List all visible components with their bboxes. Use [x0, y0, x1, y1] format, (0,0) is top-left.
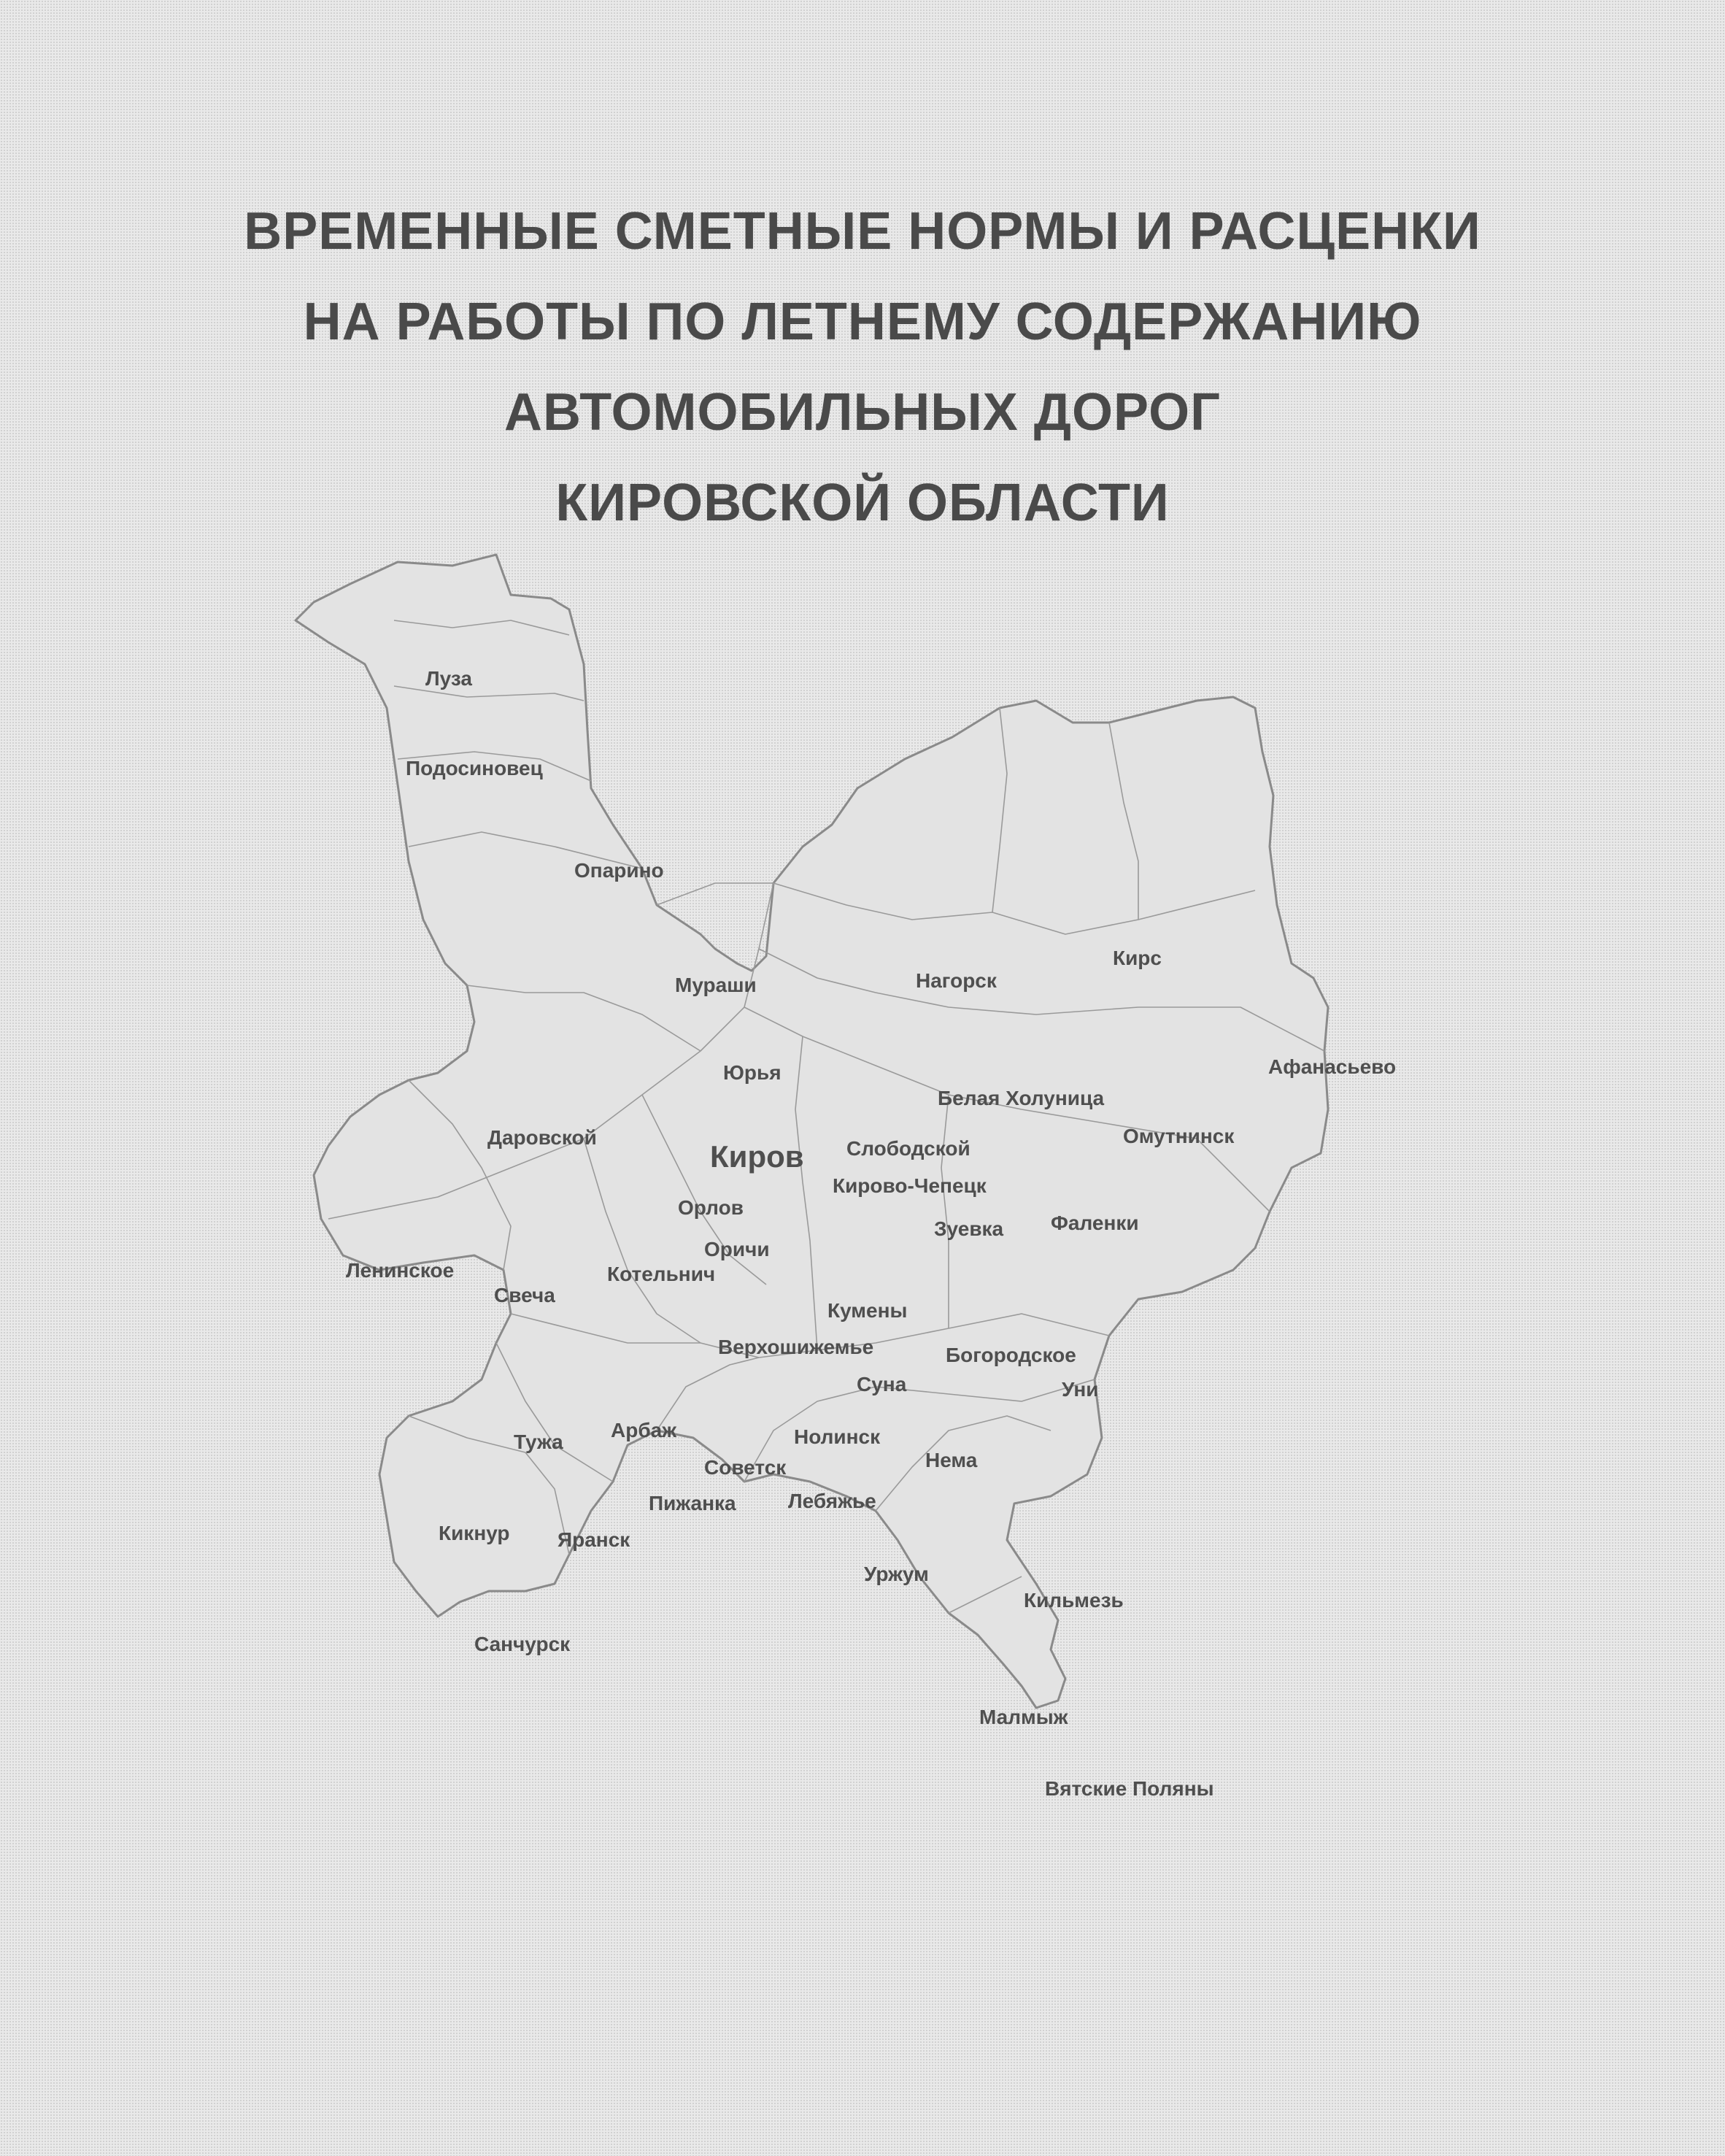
- city-label-yurya: Юрья: [723, 1061, 782, 1084]
- city-label-suna: Суна: [857, 1373, 907, 1395]
- city-label-orichi: Оричи: [704, 1238, 770, 1260]
- city-label-nagorsk: Нагорск: [916, 969, 997, 992]
- title-line-4: КИРОВСКОЙ ОБЛАСТИ: [555, 474, 1170, 532]
- city-label-leninskoe: Ленинское: [346, 1259, 455, 1282]
- city-label-slobodskoy: Слободской: [846, 1137, 970, 1160]
- city-label-nolinsk: Нолинск: [794, 1425, 881, 1448]
- city-label-urzhum: Уржум: [864, 1563, 929, 1585]
- city-label-nema: Нема: [925, 1449, 978, 1471]
- city-label-oparino: Опарино: [574, 859, 664, 882]
- city-label-sovetsk: Советск: [704, 1456, 787, 1479]
- title-line-1: ВРЕМЕННЫЕ СМЕТНЫЕ НОРМЫ И РАСЦЕНКИ: [244, 202, 1481, 261]
- city-label-podosinovets: Подосиновец: [406, 757, 543, 779]
- city-label-verkhoshizhemye: Верхошижемье: [718, 1336, 874, 1358]
- city-label-bogorodskoe: Богородское: [946, 1344, 1076, 1366]
- city-label-luza: Луза: [425, 667, 472, 690]
- city-label-sanchursk: Санчурск: [474, 1633, 571, 1655]
- city-label-orlov: Орлов: [678, 1196, 744, 1219]
- city-label-kotelnich: Котельнич: [607, 1263, 716, 1285]
- city-label-afanasyevo: Афанасьево: [1268, 1055, 1397, 1078]
- city-label-belaya-kholunitsa: Белая Холуница: [938, 1087, 1105, 1109]
- city-label-kilmez: Кильмезь: [1024, 1589, 1124, 1612]
- city-label-zuevka: Зуевка: [934, 1217, 1004, 1240]
- city-label-kirs: Кирс: [1113, 947, 1162, 969]
- city-label-svecha: Свеча: [494, 1284, 555, 1306]
- city-label-arbazh: Арбаж: [611, 1419, 677, 1441]
- city-label-murashi: Мураши: [675, 974, 757, 996]
- city-label-pizhanka: Пижанка: [649, 1492, 736, 1514]
- kirov-oblast-map: [0, 540, 1725, 1854]
- city-label-kiknur: Кикнур: [439, 1522, 510, 1544]
- title-block: [0, 186, 1725, 548]
- city-label-yaransk: Яранск: [557, 1528, 630, 1551]
- city-label-kirovo-chepetsk: Кирово-Чепецк: [833, 1174, 987, 1197]
- city-label-tuzha: Тужа: [514, 1431, 563, 1453]
- city-label-kirov: Киров: [710, 1139, 804, 1174]
- city-label-lebyazhye: Лебяжье: [788, 1490, 876, 1512]
- city-label-falenki: Фаленки: [1051, 1212, 1139, 1234]
- title-line-3: АВТОМОБИЛЬНЫХ ДОРОГ: [504, 383, 1221, 442]
- city-label-omutninsk: Омутнинск: [1123, 1125, 1235, 1147]
- title-line-2: НА РАБОТЫ ПО ЛЕТНЕМУ СОДЕРЖАНИЮ: [303, 293, 1422, 351]
- city-label-uni: Уни: [1062, 1378, 1099, 1401]
- city-label-darovskoy: Даровской: [487, 1126, 597, 1149]
- city-label-malmyzh: Малмыж: [979, 1706, 1068, 1728]
- city-label-vyatskie-polyany: Вятские Поляны: [1045, 1777, 1214, 1800]
- city-label-kumeny: Кумены: [827, 1299, 908, 1322]
